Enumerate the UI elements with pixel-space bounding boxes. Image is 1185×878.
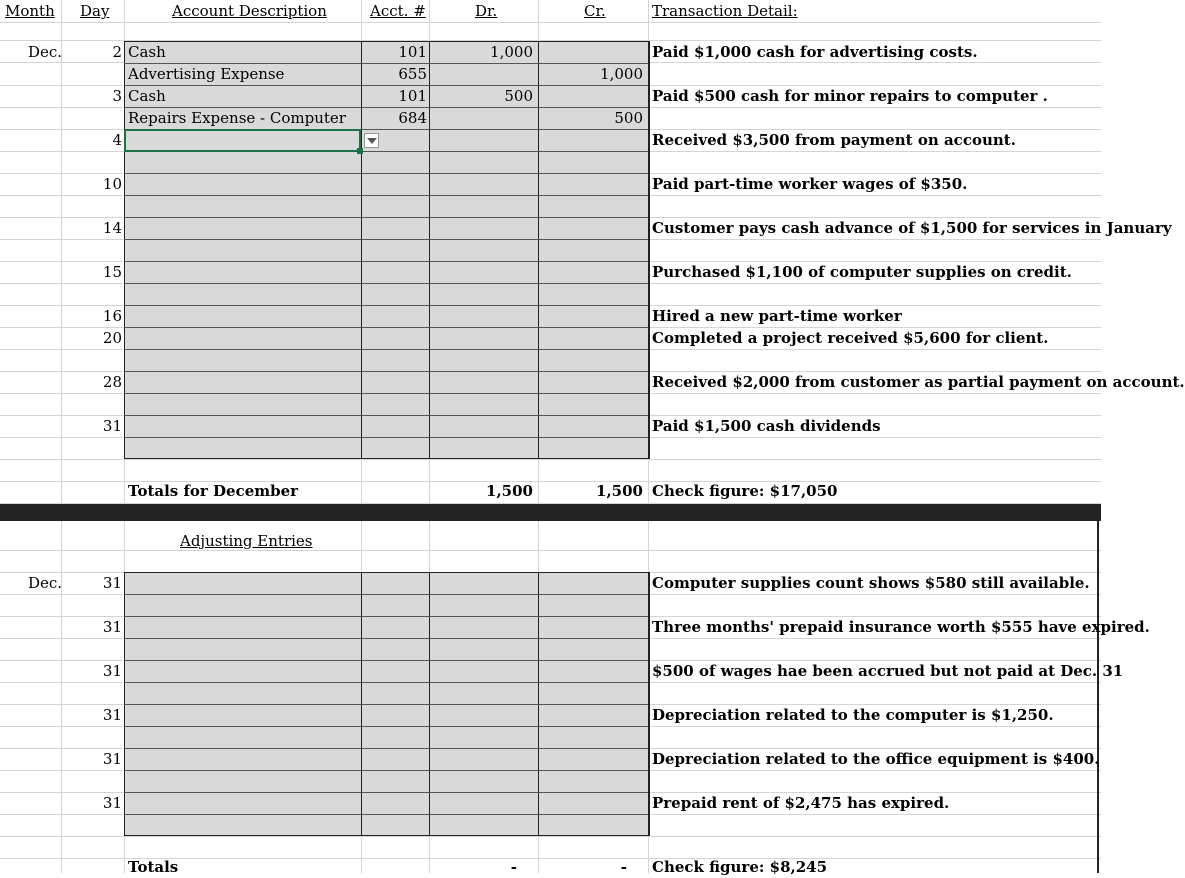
entry-day: 16 [102, 307, 122, 325]
total-cr: 1,500 [596, 482, 643, 500]
gridline [0, 550, 1101, 551]
entry-cr[interactable]: 500 [614, 109, 643, 127]
transaction-detail: Completed a project received $5,600 for client. [652, 329, 1049, 347]
dropdown-button[interactable] [364, 133, 379, 148]
detail-border [648, 572, 650, 836]
row-separator [124, 217, 649, 218]
adjusting-month: Dec. [28, 574, 63, 592]
transaction-detail: Paid part-time worker wages of $350. [652, 175, 968, 193]
detail-border [648, 41, 650, 459]
entry-day: 28 [102, 373, 122, 391]
row-separator [124, 792, 649, 793]
header-acct-no: Acct. # [370, 2, 426, 20]
header-dr: Dr. [475, 2, 498, 20]
header-transaction-detail: Transaction Detail: [652, 2, 798, 20]
entry-acct[interactable]: 101 [398, 87, 427, 105]
row-separator [124, 616, 649, 617]
transaction-detail: Hired a new part-time worker [652, 307, 902, 325]
chevron-down-icon [367, 138, 377, 144]
fill-handle[interactable] [357, 148, 363, 154]
entry-cr[interactable]: 1,000 [600, 65, 643, 83]
header-cr: Cr. [584, 2, 606, 20]
gridline [0, 22, 1101, 23]
adj-day: 31 [102, 662, 122, 680]
entry-description[interactable]: Advertising Expense [128, 65, 285, 83]
adjusting-detail: Depreciation related to the office equipment is $400. [652, 750, 1100, 768]
row-separator [124, 814, 649, 815]
transaction-detail: Customer pays cash advance of $1,500 for services in January [652, 219, 1172, 237]
entry-description[interactable]: Repairs Expense - Computer [128, 109, 346, 127]
row-separator [124, 327, 649, 328]
gridline [0, 459, 1101, 460]
row-separator [124, 726, 649, 727]
row-separator [124, 283, 649, 284]
row-separator [124, 704, 649, 705]
entry-day: 10 [102, 175, 122, 193]
transaction-detail: Received $3,500 from payment on account. [652, 131, 1016, 149]
row-separator [124, 638, 649, 639]
entry-day: 4 [112, 131, 122, 149]
row-separator [124, 371, 649, 372]
adj-total-cr: - [620, 858, 627, 876]
adj-total-dr: - [510, 858, 517, 876]
header-month: Month [5, 2, 55, 20]
adjusting-detail: Prepaid rent of $2,475 has expired. [652, 794, 950, 812]
journal-month: Dec. [28, 43, 63, 61]
entry-acct[interactable]: 684 [398, 109, 427, 127]
row-separator [124, 770, 649, 771]
entry-description[interactable]: Cash [128, 87, 166, 105]
header-day: Day [80, 2, 110, 20]
transaction-detail: Paid $500 cash for minor repairs to computer . [652, 87, 1048, 105]
adjusting-detail: $500 of wages hae been accrued but not paid at Dec. 31 [652, 662, 1124, 680]
adjusting-detail: Computer supplies count shows $580 still available. [652, 574, 1090, 592]
entry-day: 2 [112, 43, 122, 61]
row-separator [124, 261, 649, 262]
adjusting-entries-title: Adjusting Entries [180, 532, 313, 550]
selected-cell[interactable] [124, 129, 361, 152]
header-account-description: Account Description [172, 2, 327, 20]
adjusting-detail: Depreciation related to the computer is $1,250. [652, 706, 1054, 724]
totals-label: Totals for December [128, 482, 299, 500]
entry-dr[interactable]: 1,000 [490, 43, 533, 61]
section-divider [0, 504, 1101, 521]
gridline [0, 836, 1101, 837]
row-separator [124, 415, 649, 416]
row-separator [124, 239, 649, 240]
row-separator [124, 594, 649, 595]
row-separator [124, 748, 649, 749]
section-border [1097, 521, 1099, 873]
adj-day: 31 [102, 750, 122, 768]
transaction-detail: Received $2,000 from customer as partial payment on account. [652, 373, 1185, 391]
adj-day: 31 [102, 618, 122, 636]
transaction-detail: Paid $1,500 cash dividends [652, 417, 881, 435]
entry-dr[interactable]: 500 [504, 87, 533, 105]
row-separator [124, 393, 649, 394]
row-separator [124, 682, 649, 683]
transaction-detail: Purchased $1,100 of computer supplies on credit. [652, 263, 1072, 281]
transaction-detail: Paid $1,000 cash for advertising costs. [652, 43, 978, 61]
adj-day: 31 [102, 574, 122, 592]
entry-day: 31 [102, 417, 122, 435]
row-separator [124, 349, 649, 350]
total-dr: 1,500 [486, 482, 533, 500]
entry-day: 3 [112, 87, 122, 105]
row-separator [124, 660, 649, 661]
adj-totals-label: Totals [128, 858, 179, 876]
row-separator [124, 173, 649, 174]
entry-day: 14 [102, 219, 122, 237]
row-separator [124, 437, 649, 438]
entry-acct[interactable]: 655 [398, 65, 427, 83]
cr-input-block[interactable] [538, 41, 649, 459]
adjusting-detail: Three months' prepaid insurance worth $555 have expired. [652, 618, 1150, 636]
row-separator [124, 195, 649, 196]
adj-check-figure: Check figure: $8,245 [652, 858, 828, 876]
check-figure: Check figure: $17,050 [652, 482, 838, 500]
row-separator [124, 305, 649, 306]
adj-day: 31 [102, 706, 122, 724]
entry-description[interactable]: Cash [128, 43, 166, 61]
entry-day: 15 [102, 263, 122, 281]
adj-day: 31 [102, 794, 122, 812]
entry-acct[interactable]: 101 [398, 43, 427, 61]
entry-day: 20 [102, 329, 122, 347]
